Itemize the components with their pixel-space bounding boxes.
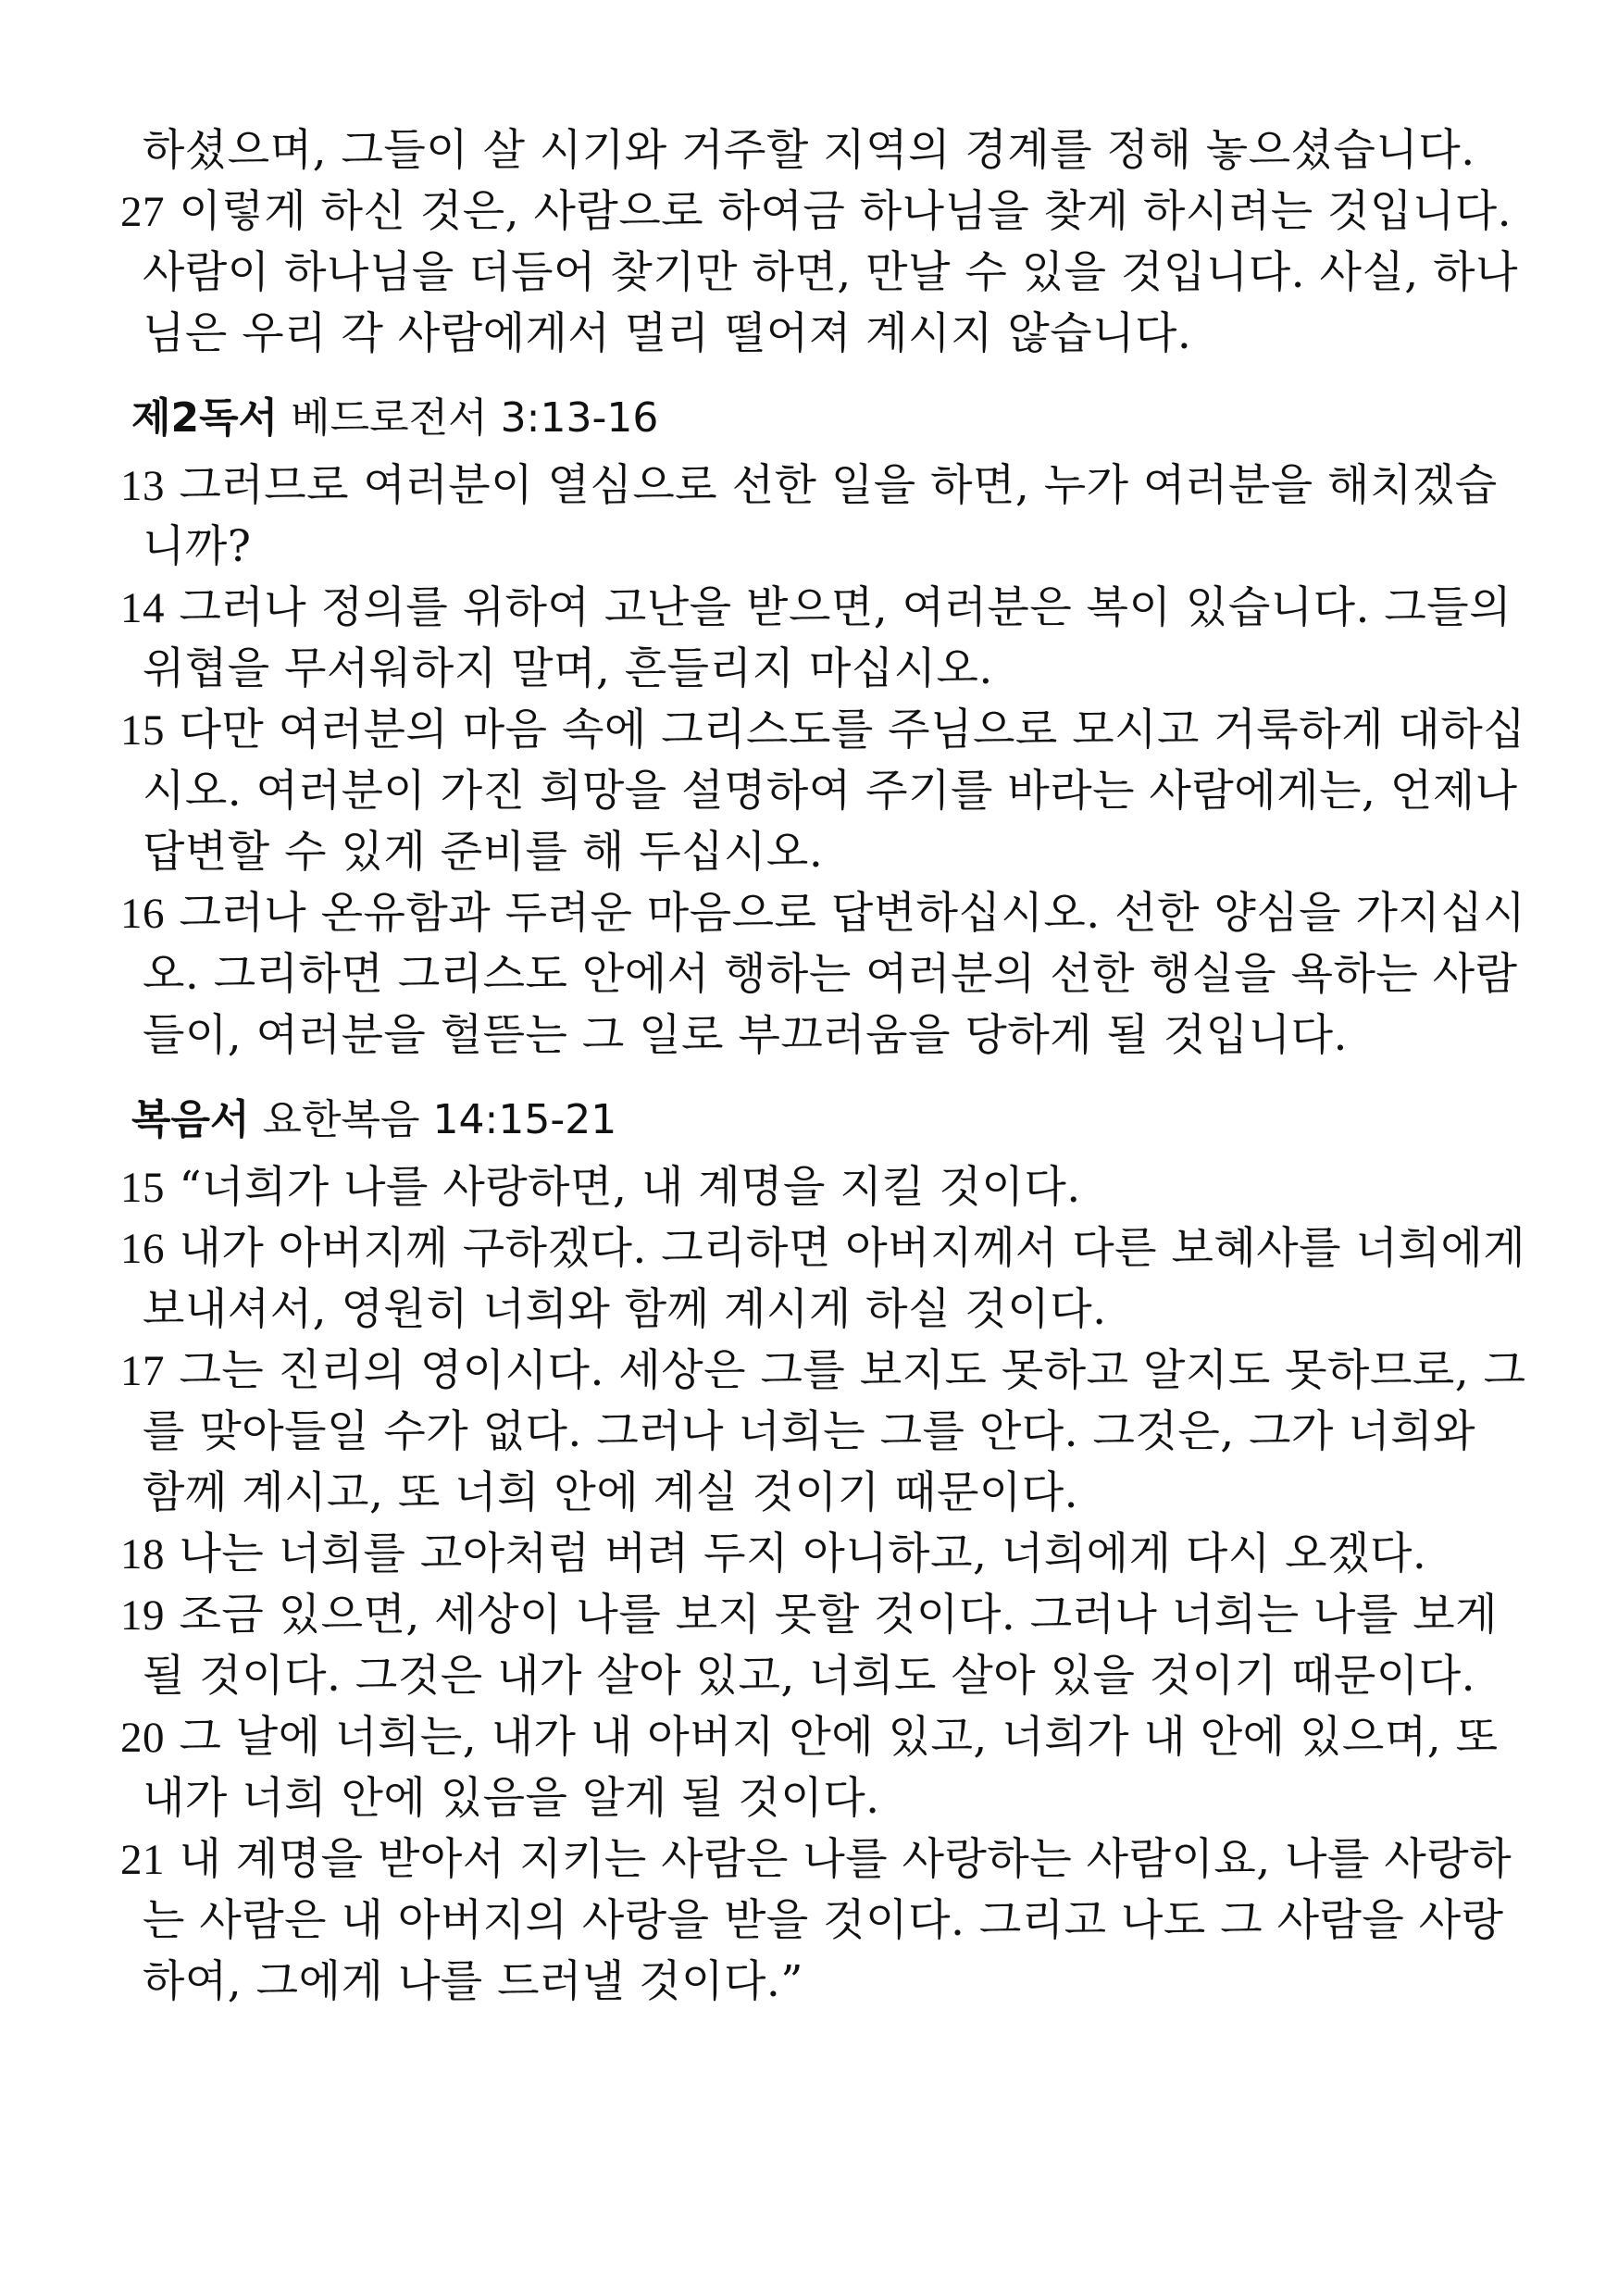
verse-number: 16 <box>120 1225 165 1273</box>
verse-15 <box>120 700 1527 883</box>
verse-16 <box>120 1218 1527 1341</box>
verse-number: 19 <box>120 1591 165 1640</box>
second-reading-label: 제2독서 <box>131 394 279 442</box>
scripture-page <box>120 120 1527 2013</box>
verse-text: 그러나 정의를 위하여 고난을 받으면, 여러분은 복이 있습니다. 그들의 위협을 무서워하지 말며, 흔들리지 마십시오. <box>143 582 1512 694</box>
verse-text: 그러므로 여러분이 열심으로 선한 일을 하면, 누가 여러분을 해치겠습니까? <box>143 460 1498 572</box>
verse-number: 15 <box>120 1164 165 1212</box>
verse-number: 14 <box>120 584 165 632</box>
verse-text: 조금 있으면, 세상이 나를 보지 못할 것이다. 그러나 너희는 나를 보게 될 것이다. 그것은 내가 살아 있고, 너희도 살아 있을 것이기 때문이다. <box>143 1590 1499 1702</box>
gospel-reference: 요한복음 14:15-21 <box>262 1096 617 1143</box>
verse-15 <box>120 1157 1527 1218</box>
verse-text: 그러나 온유함과 두려운 마음으로 답변하십시오. 선한 양심을 가지십시오. 그리하면 그리스도 안에서 행하는 여러분의 선한 행실을 욕하는 사람들이, 여러분을 헐뜯는 그 일로 부끄러움을 당하게 될 것입니다. <box>143 888 1526 1061</box>
verse-number: 21 <box>120 1836 165 1884</box>
verse-number: 17 <box>120 1347 165 1395</box>
verse-text: 그 날에 너희는, 내가 내 아버지 안에 있고, 너희가 내 안에 있으며, 또 내가 너희 안에 있음을 알게 될 것이다. <box>143 1712 1499 1824</box>
verse-text: 내가 아버지께 구하겠다. 그리하면 아버지께서 다른 보혜사를 너희에게 보내셔서, 영원히 너희와 함께 계시게 하실 것이다. <box>143 1223 1526 1335</box>
verse-14 <box>120 578 1527 700</box>
verse-20 <box>120 1707 1527 1829</box>
verse-number: 15 <box>120 706 165 755</box>
verse-19 <box>120 1585 1527 1707</box>
verse-text: 나는 너희를 고아처럼 버려 두지 아니하고, 너희에게 다시 오겠다. <box>179 1529 1427 1579</box>
verse-number: 16 <box>120 890 165 938</box>
verse-16 <box>120 883 1527 1067</box>
verse-number: 18 <box>120 1530 165 1578</box>
gospel-label: 복음서 <box>131 1096 250 1143</box>
verse-number: 20 <box>120 1714 165 1762</box>
verse-number: 13 <box>120 462 165 510</box>
verse-17 <box>120 1341 1527 1524</box>
gospel-heading <box>131 1092 1527 1148</box>
verse-text: 다만 여러분의 마음 속에 그리스도를 주님으로 모시고 거룩하게 대하십시오. 여러분이 가진 희망을 설명하여 주기를 바라는 사람에게는, 언제나 답변할 수 있게 준비를 해 두십시오. <box>143 705 1526 878</box>
second-reading-heading <box>131 391 1527 446</box>
second-reading-reference: 베드로전서 3:13-16 <box>291 394 659 442</box>
verse-13 <box>120 455 1527 578</box>
verse-text: 내 계명을 받아서 지키는 사람은 나를 사랑하는 사람이요, 나를 사랑하는 사람은 내 아버지의 사랑을 받을 것이다. 그리고 나도 그 사람을 사랑하여, 그에게 나를 드러낼 것이다.” <box>143 1834 1512 2007</box>
verse-text: “너희가 나를 사랑하면, 내 계명을 지킬 것이다. <box>179 1162 1081 1213</box>
verse-text: 그는 진리의 영이시다. 세상은 그를 보지도 못하고 알지도 못하므로, 그를 맞아들일 수가 없다. 그러나 너희는 그를 안다. 그것은, 그가 너희와 함께 계시고, 또 너희 안에 계실 것이기 때문이다. <box>143 1345 1526 1518</box>
verse-18 <box>120 1524 1527 1585</box>
verse-text: 이렇게 하신 것은, 사람으로 하여금 하나님을 찾게 하시려는 것입니다. 사람이 하나님을 더듬어 찾기만 하면, 만날 수 있을 것입니다. 사실, 하나님은 우리 각 사람에게서 멀리 떨어져 계시지 않습니다. <box>143 186 1518 359</box>
verse-21 <box>120 1829 1527 2013</box>
verse-27 <box>120 181 1527 365</box>
verse-number: 27 <box>120 188 165 236</box>
verse-continuation: 하셨으며, 그들이 살 시기와 거주할 지역의 경계를 정해 놓으셨습니다. <box>143 125 1475 176</box>
